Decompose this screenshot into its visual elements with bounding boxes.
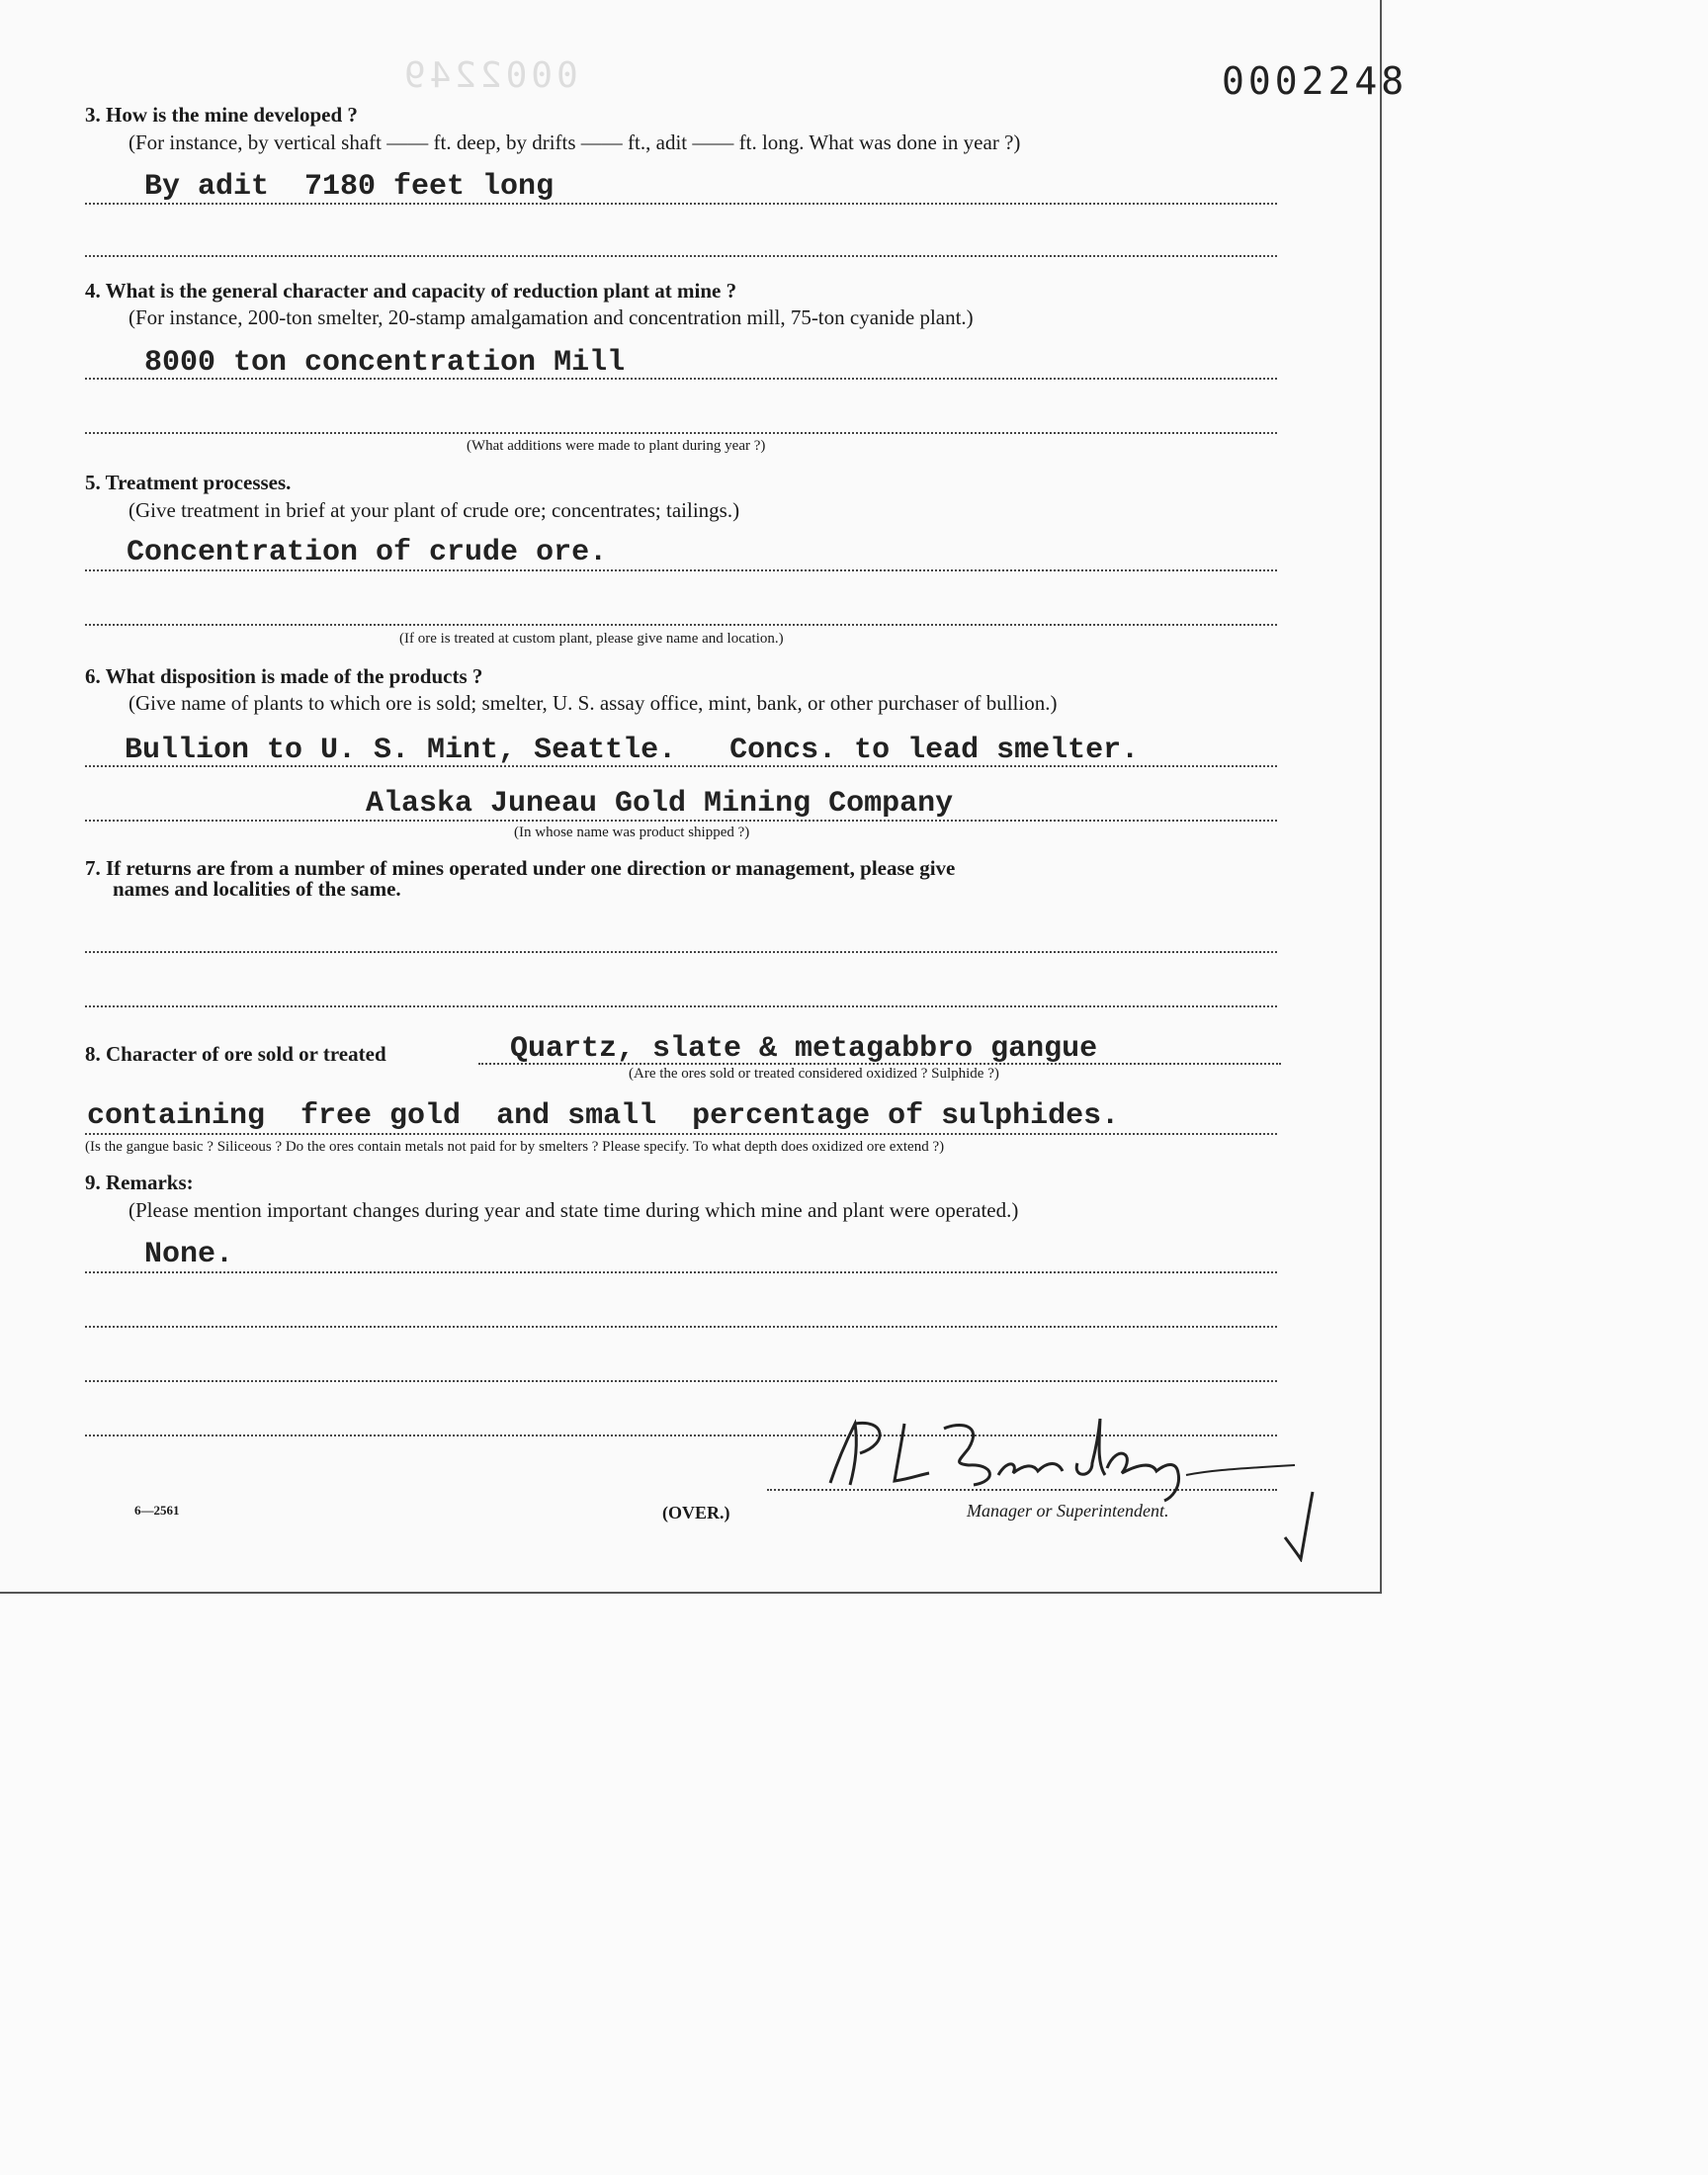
answer-line xyxy=(85,255,1277,257)
answer-line xyxy=(85,1326,1277,1328)
answer-line xyxy=(85,432,1277,434)
q8-caption1: (Are the ores sold or treated considered oxidized ? Sulphide ?) xyxy=(629,1066,999,1082)
q6-question: 6. What disposition is made of the products ? xyxy=(85,664,483,688)
answer-line xyxy=(85,951,1277,953)
answer-line xyxy=(85,624,1277,626)
q5-question: 5. Treatment processes. xyxy=(85,471,292,494)
q6-answer-line2: Alaska Juneau Gold Mining Company xyxy=(366,787,954,821)
answer-line xyxy=(85,1133,1277,1135)
over-label: (OVER.) xyxy=(662,1503,730,1522)
answer-line xyxy=(85,1380,1277,1382)
answer-line xyxy=(85,569,1277,571)
q5-sub-caption: (If ore is treated at custom plant, please give name and location.) xyxy=(399,631,784,647)
bleed-through-stamp: 0002249 xyxy=(400,55,578,96)
check-mark-icon xyxy=(1281,1488,1321,1562)
q8-caption2: (Is the gangue basic ? Siliceous ? Do the ores contain metals not paid for by smelters ? Please specify. To what depth does oxidized ore extend ?) xyxy=(85,1139,945,1155)
q8-question: 8. Character of ore sold or treated xyxy=(85,1042,386,1066)
q3-hint: (For instance, by vertical shaft —— ft. deep, by drifts —— ft., adit —— ft. long. What was done in year ?) xyxy=(128,130,1021,154)
q9-question: 9. Remarks: xyxy=(85,1171,194,1194)
q8-answer-line2: containing free gold and small percentage of sulphides. xyxy=(87,1099,1120,1133)
q7-question-line2: names and localities of the same. xyxy=(113,877,401,901)
q4-answer: 8000 ton concentration Mill xyxy=(144,346,626,380)
form-number: 6—2561 xyxy=(134,1503,180,1518)
q6-hint: (Give name of plants to which ore is sold; smelter, U. S. assay office, mint, bank, or other purchaser of bullion.) xyxy=(128,691,1058,715)
signature-caption: Manager or Superintendent. xyxy=(967,1501,1169,1521)
q4-question: 4. What is the general character and capacity of reduction plant at mine ? xyxy=(85,279,737,303)
q5-answer: Concentration of crude ore. xyxy=(127,536,608,569)
q4-sub-caption: (What additions were made to plant during year ?) xyxy=(467,438,766,454)
answer-line xyxy=(85,1005,1277,1007)
q3-question: 3. How is the mine developed ? xyxy=(85,103,358,127)
q8-answer-line1: Quartz, slate & metagabbro gangue xyxy=(510,1032,1098,1066)
q7-question-line1: 7. If returns are from a number of mines operated under one direction or management, please give xyxy=(85,856,956,880)
answer-line xyxy=(85,765,1277,767)
q6-answer-line1: Bullion to U. S. Mint, Seattle. Concs. to lead smelter. xyxy=(125,734,1140,767)
q9-answer: None. xyxy=(144,1238,234,1271)
answer-line xyxy=(85,1271,1277,1273)
q6-sub-caption: (In whose name was product shipped ?) xyxy=(514,825,750,840)
answer-line xyxy=(85,203,1277,205)
q4-hint: (For instance, 200-ton smelter, 20-stamp amalgamation and concentration mill, 75-ton cyanide plant.) xyxy=(128,305,974,329)
answer-line xyxy=(85,820,1277,822)
q3-answer: By adit 7180 feet long xyxy=(144,170,555,204)
answer-line xyxy=(85,378,1277,380)
q9-hint: (Please mention important changes during year and state time during which mine and plant were operated.) xyxy=(128,1198,1019,1222)
q5-hint: (Give treatment in brief at your plant of crude ore; concentrates; tailings.) xyxy=(128,498,740,522)
handwritten-signature xyxy=(811,1404,1305,1503)
answer-line xyxy=(478,1063,1281,1065)
document-number: 0002248 xyxy=(1222,59,1409,103)
